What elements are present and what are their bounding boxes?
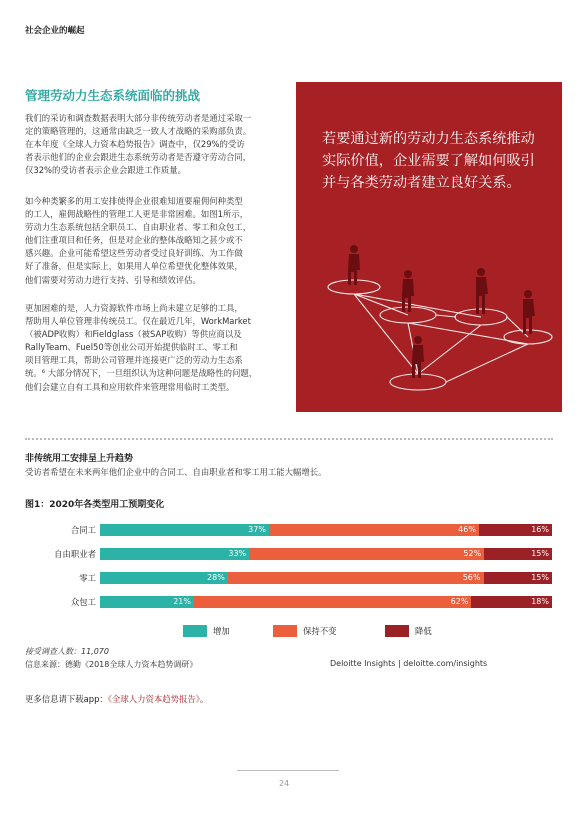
category-label: 零工 [79,573,96,583]
category-label: 合同工 [70,525,96,535]
legend-label: 增加 [213,626,230,636]
paragraph-line: 我们的采访和调查数据表明大部分非传统劳动者是通过采取一 [25,113,252,123]
legend-label: 降低 [415,626,432,636]
decrease-segment [479,524,552,536]
paragraph-line: 者表示他们的企业会跟进生态系统劳动者是否遵守劳动合同， [25,152,252,163]
paragraph-line: 更加困难的是，人力资源软件市场上尚未建立足够的工具， [25,303,243,313]
data-label: 18% [531,597,549,606]
section-divider [25,438,553,440]
report-link[interactable]: 《全球人力资本趋势报告》 [107,694,200,704]
data-label: 52% [463,549,482,558]
pull-quote-box [296,82,562,412]
category-label: 众包工 [70,597,96,607]
section-title: 管理劳动力生态系统面临的挑战 [25,88,201,103]
increase-segment [100,572,228,584]
paragraph-line: 帮助用人单位管理非传统员工。仅在最近几年，WorkMarket [25,316,251,327]
paragraph-line: 在本年度《全球人力资本趋势报告》调查中，仅29%的受访 [25,139,245,150]
stacked-bar [100,524,552,536]
person-figure [348,245,360,285]
unchanged-segment [249,548,484,560]
paragraph-line: 项目管理工具，帮助公司管理并连接更广泛的劳动力生态系 [25,355,243,366]
trend-subtitle: 受访者希望在未来两年他们企业中的合同工、自由职业者和零工用工能大幅增长。 [25,467,327,477]
stacked-bar [100,596,552,608]
data-label: 37% [248,525,266,534]
respondents-note: 接受调查人数：11,070 [25,647,109,656]
credit-line: Deloitte Insights | deloitte.com/insights [330,659,488,668]
paragraph-1 [25,112,280,177]
paragraph-line: 如今种类繁多的用工安排使得企业很难知道要雇佣何种类型 [25,196,243,206]
page-number: 24 [279,779,290,788]
more-info-line [25,693,208,705]
increase-segment [100,524,269,536]
more-info-prefix: 更多信息请下载app： [25,694,108,704]
paragraph-line: 定的策略管理的，这通常由缺乏一致人才战略的采购部负责。 [25,126,252,137]
paragraph-line: 他们需要对劳动力进行支持、引导和绩效评估。 [25,274,201,285]
legend-swatch [385,625,409,637]
unchanged-segment [194,596,471,608]
decrease-segment [484,572,552,584]
person-figure [523,290,535,334]
legend-item-unchanged [273,625,337,637]
network-illustration [296,82,562,412]
paragraph-2 [25,195,280,287]
data-label: 46% [458,525,476,534]
category-label: 自由职业者 [54,549,96,559]
data-label: 16% [531,525,549,534]
data-label: 33% [228,549,247,558]
figure-title: 图1：2020年各类型用工预期变化 [25,500,165,510]
person-figure [402,270,414,312]
decrease-segment [471,596,552,608]
unchanged-segment [228,572,484,584]
data-label: 28% [207,573,225,582]
stacked-bar [100,548,552,560]
legend-swatch [273,625,297,637]
data-label: 15% [531,549,549,558]
running-header: 社会企业的崛起 [25,26,85,36]
increase-segment [100,548,249,560]
data-label: 62% [450,597,469,606]
decrease-segment [484,548,552,560]
legend-item-increase [183,625,230,637]
legend-label: 保持不变 [303,626,337,636]
legend-swatch [183,625,207,637]
person-figure [476,268,488,314]
person-figure [412,336,424,378]
footer-rule [237,770,339,771]
paragraph-line: 他们注重项目和任务，但是对企业的整体战略知之甚少或不 [25,235,243,246]
paragraph-line: （被ADP收购）和Fieldglass（被SAP收购）等供应商以及 [25,329,242,340]
source-note: 信息来源：德勤《2018全球人力资本趋势调研》 [25,660,198,669]
paragraph-line: 统。⁶ 大部分情况下，一旦组织认为这种问题是战略性的问题， [25,368,258,379]
paragraph-line: 他们会建立自有工具和应用软件来管理常用临时工类型。 [25,381,235,392]
data-label: 15% [531,573,549,582]
increase-segment [100,596,194,608]
paragraph-line: 好了准备，但是实际上，如果用人单位希望优化整体效果， [25,261,243,272]
paragraph-line: 感兴趣。企业可能希望这些劳动者受过良好训练、为工作做 [25,248,243,259]
paragraph-3 [25,302,280,394]
pull-quote-text: 若要通过新的劳动力生态系统推动实际价值，企业需要了解如何吸引并与各类劳动者建立良好关系。 [322,131,535,191]
unchanged-segment [269,524,479,536]
paragraph-line: 的工人，雇佣战略性的管理工人更是非常困难。如图1所示， [25,209,249,220]
data-label: 56% [462,573,481,582]
legend-item-decrease [385,625,432,637]
paragraph-line: 劳动力生态系统包括全职员工、自由职业者、零工和众包工， [25,222,252,233]
data-label: 21% [173,597,191,606]
more-info-suffix: 。 [199,694,209,704]
trend-title: 非传统用工安排呈上升趋势 [25,454,134,464]
paragraph-line: 仅32%的受访者表示企业会跟进工作质量。 [25,165,186,176]
stacked-bar [100,572,552,584]
paragraph-line: RallyTeam、Fuel50等创业公司开始提供临时工、零工和 [25,342,238,353]
